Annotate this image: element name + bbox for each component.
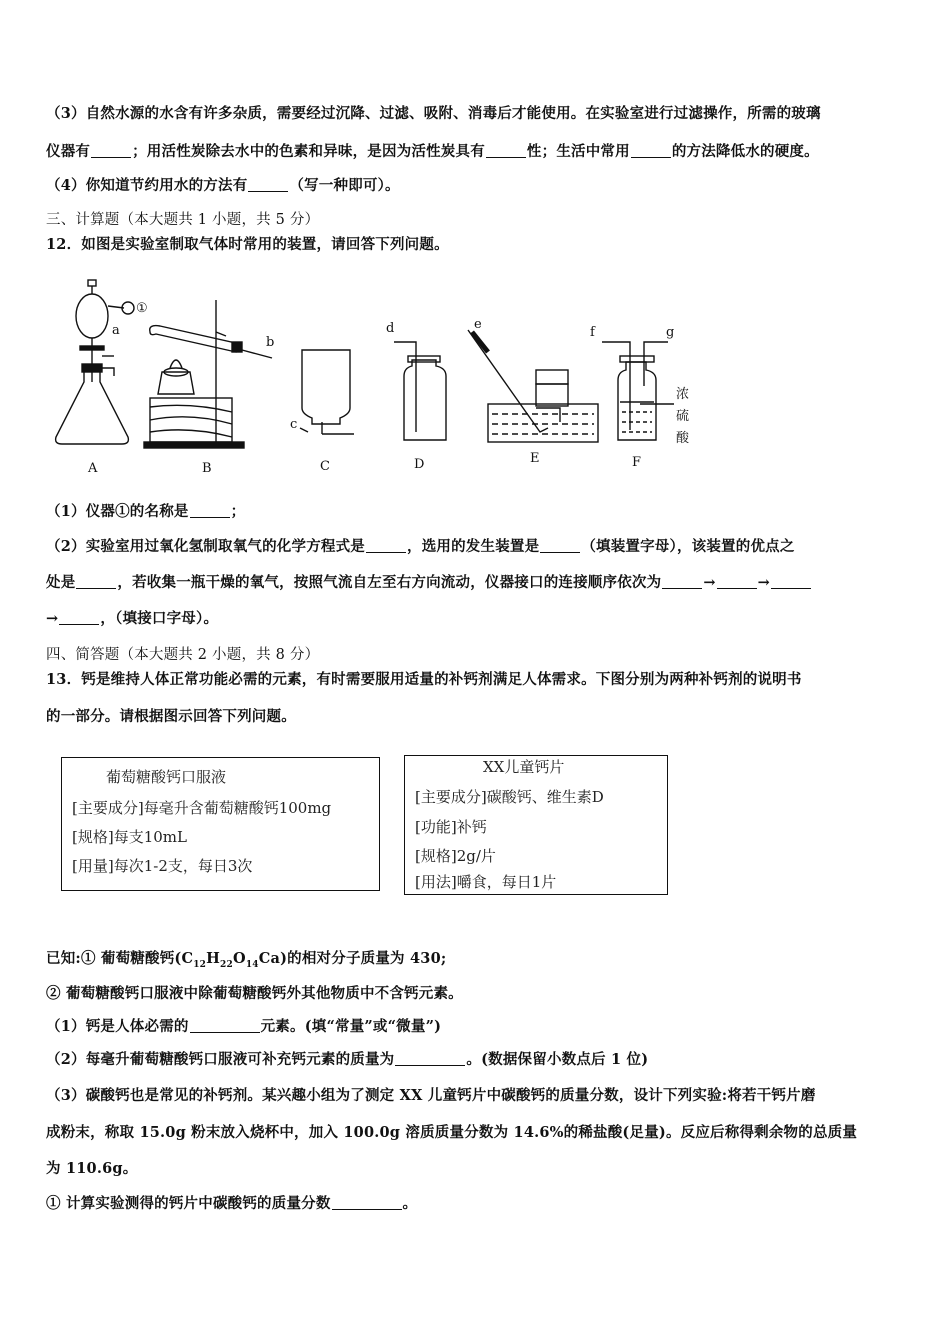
- q13-known-2: ② 葡萄糖酸钙口服液中除葡萄糖酸钙外其他物质中不含钙元素。: [46, 985, 463, 1002]
- answer-blank[interactable]: [190, 503, 230, 518]
- answer-blank[interactable]: [771, 574, 811, 589]
- q11-part4: （4）你知道节约用水的方法有 （写一种即可）。: [46, 177, 400, 194]
- q11-part3-line2: 仪器有 ；用活性炭除去水中的色素和异味，是因为活性炭具有 性；生活中常用 的方法降低水的硬度。: [46, 143, 819, 160]
- port-g: g: [666, 325, 675, 340]
- port-f: f: [590, 325, 595, 340]
- label-e: E: [530, 451, 540, 466]
- q13-part1: （1）钙是人体必需的 元素。(填“常量”或“微量”): [46, 1018, 442, 1035]
- acid-label-2: 硫: [676, 409, 690, 424]
- q13-part3-line3: 为 110.6g。: [46, 1160, 138, 1177]
- port-c: c: [290, 417, 298, 432]
- box2-title: XX儿童钙片: [483, 758, 565, 776]
- box1-ingredient: [主要成分]每毫升含葡萄糖酸钙100mg: [72, 799, 332, 817]
- apparatus-c: [300, 350, 354, 434]
- q13-part2: （2）每毫升葡萄糖酸钙口服液可补充钙元素的质量为 。(数据保留小数点后 1 位): [46, 1051, 649, 1068]
- answer-blank[interactable]: [332, 1195, 402, 1210]
- apparatus-b: [144, 300, 275, 448]
- answer-blank[interactable]: [717, 574, 757, 589]
- answer-blank[interactable]: [631, 143, 671, 158]
- q12-part2-line2: 处是 ，若收集一瓶干燥的氧气，按照气流自左至右方向流动，仪器接口的连接顺序依次为 → →: [46, 571, 812, 592]
- port-a: a: [112, 323, 120, 338]
- answer-blank[interactable]: [76, 574, 116, 589]
- answer-blank[interactable]: [366, 538, 406, 553]
- q12-part2-line1: （2）实验室用过氧化氢制取氧气的化学方程式是 ，选用的发生装置是 （填装置字母），该装置的优点之: [46, 538, 795, 555]
- label-b: B: [202, 461, 212, 476]
- q12-title: 12．如图是实验室制取气体时常用的装置，请回答下列问题。: [46, 236, 449, 253]
- circled-one: ①: [136, 301, 148, 316]
- box1-dosage: [用量]每次1-2支，每日3次: [72, 857, 253, 875]
- q13-line2: 的一部分。请根据图示回答下列问题。: [46, 708, 296, 725]
- q13-part3-question1: ① 计算实验测得的钙片中碳酸钙的质量分数 。: [46, 1195, 418, 1212]
- q13-part3-line1: （3）碳酸钙也是常见的补钙剂。某兴趣小组为了测定 XX 儿童钙片中碳酸钙的质量分数，设计下列实验:将若干钙片磨: [46, 1087, 816, 1104]
- answer-blank[interactable]: [91, 143, 131, 158]
- port-e: e: [474, 317, 482, 332]
- apparatus-diagram: [40, 272, 720, 492]
- section-4-heading: 四、简答题（本大题共 2 小题，共 8 分）: [46, 647, 320, 663]
- label-f: F: [632, 455, 642, 470]
- q13-known-1: 已知:① 葡萄糖酸钙$(C_{12}H_{22}O_{14}Ca)$的相对分子质量为 430;: [46, 950, 447, 970]
- answer-blank[interactable]: [395, 1051, 465, 1066]
- answer-blank[interactable]: [190, 1018, 260, 1033]
- answer-blank[interactable]: [486, 143, 526, 158]
- box1-title: 葡萄糖酸钙口服液: [106, 768, 227, 786]
- port-b: b: [266, 335, 275, 350]
- q12-part1: （1）仪器①的名称是 ；: [46, 503, 246, 520]
- box2-function: [功能]补钙: [415, 818, 487, 836]
- q12-part2-line3: → ，（填接口字母）。: [46, 610, 219, 627]
- calcium-gluconate-label: [61, 757, 380, 891]
- label-d: D: [414, 457, 425, 472]
- q13-part3-line2: 成粉末，称取 15.0g 粉末放入烧杯中，加入 100.0g 溶质质量分数为 14.6%的稀盐酸(足量)。反应后称得剩余物的总质量: [46, 1124, 858, 1141]
- answer-blank[interactable]: [540, 538, 580, 553]
- answer-blank[interactable]: [248, 177, 288, 192]
- apparatus-f: [602, 342, 674, 440]
- box2-ingredient: [主要成分]碳酸钙、维生素D: [415, 788, 604, 806]
- apparatus-e: [468, 330, 598, 442]
- label-a: A: [88, 461, 98, 476]
- acid-label-3: 酸: [676, 431, 690, 446]
- box1-spec: [规格]每支10mL: [72, 828, 187, 846]
- children-calcium-tablet-label: [404, 755, 668, 895]
- port-d: d: [386, 321, 395, 336]
- acid-label-1: 浓: [676, 387, 690, 402]
- q11-part3-line1: （3）自然水源的水含有许多杂质，需要经过沉降、过滤、吸附、消毒后才能使用。在实验室进行过滤操作，所需的玻璃: [46, 105, 821, 122]
- answer-blank[interactable]: [59, 610, 99, 625]
- box2-usage: [用法]嚼食，每日1片: [415, 873, 557, 891]
- apparatus-d: [394, 342, 446, 440]
- q13-line1: 13．钙是维持人体正常功能必需的元素，有时需要服用适量的补钙剂满足人体需求。下图分别为两种补钙剂的说明书: [46, 671, 802, 688]
- label-c: C: [320, 459, 330, 474]
- section-3-heading: 三、计算题（本大题共 1 小题，共 5 分）: [46, 212, 320, 228]
- answer-blank[interactable]: [662, 574, 702, 589]
- box2-spec: [规格]2g/片: [415, 847, 496, 865]
- apparatus-a: [56, 280, 134, 444]
